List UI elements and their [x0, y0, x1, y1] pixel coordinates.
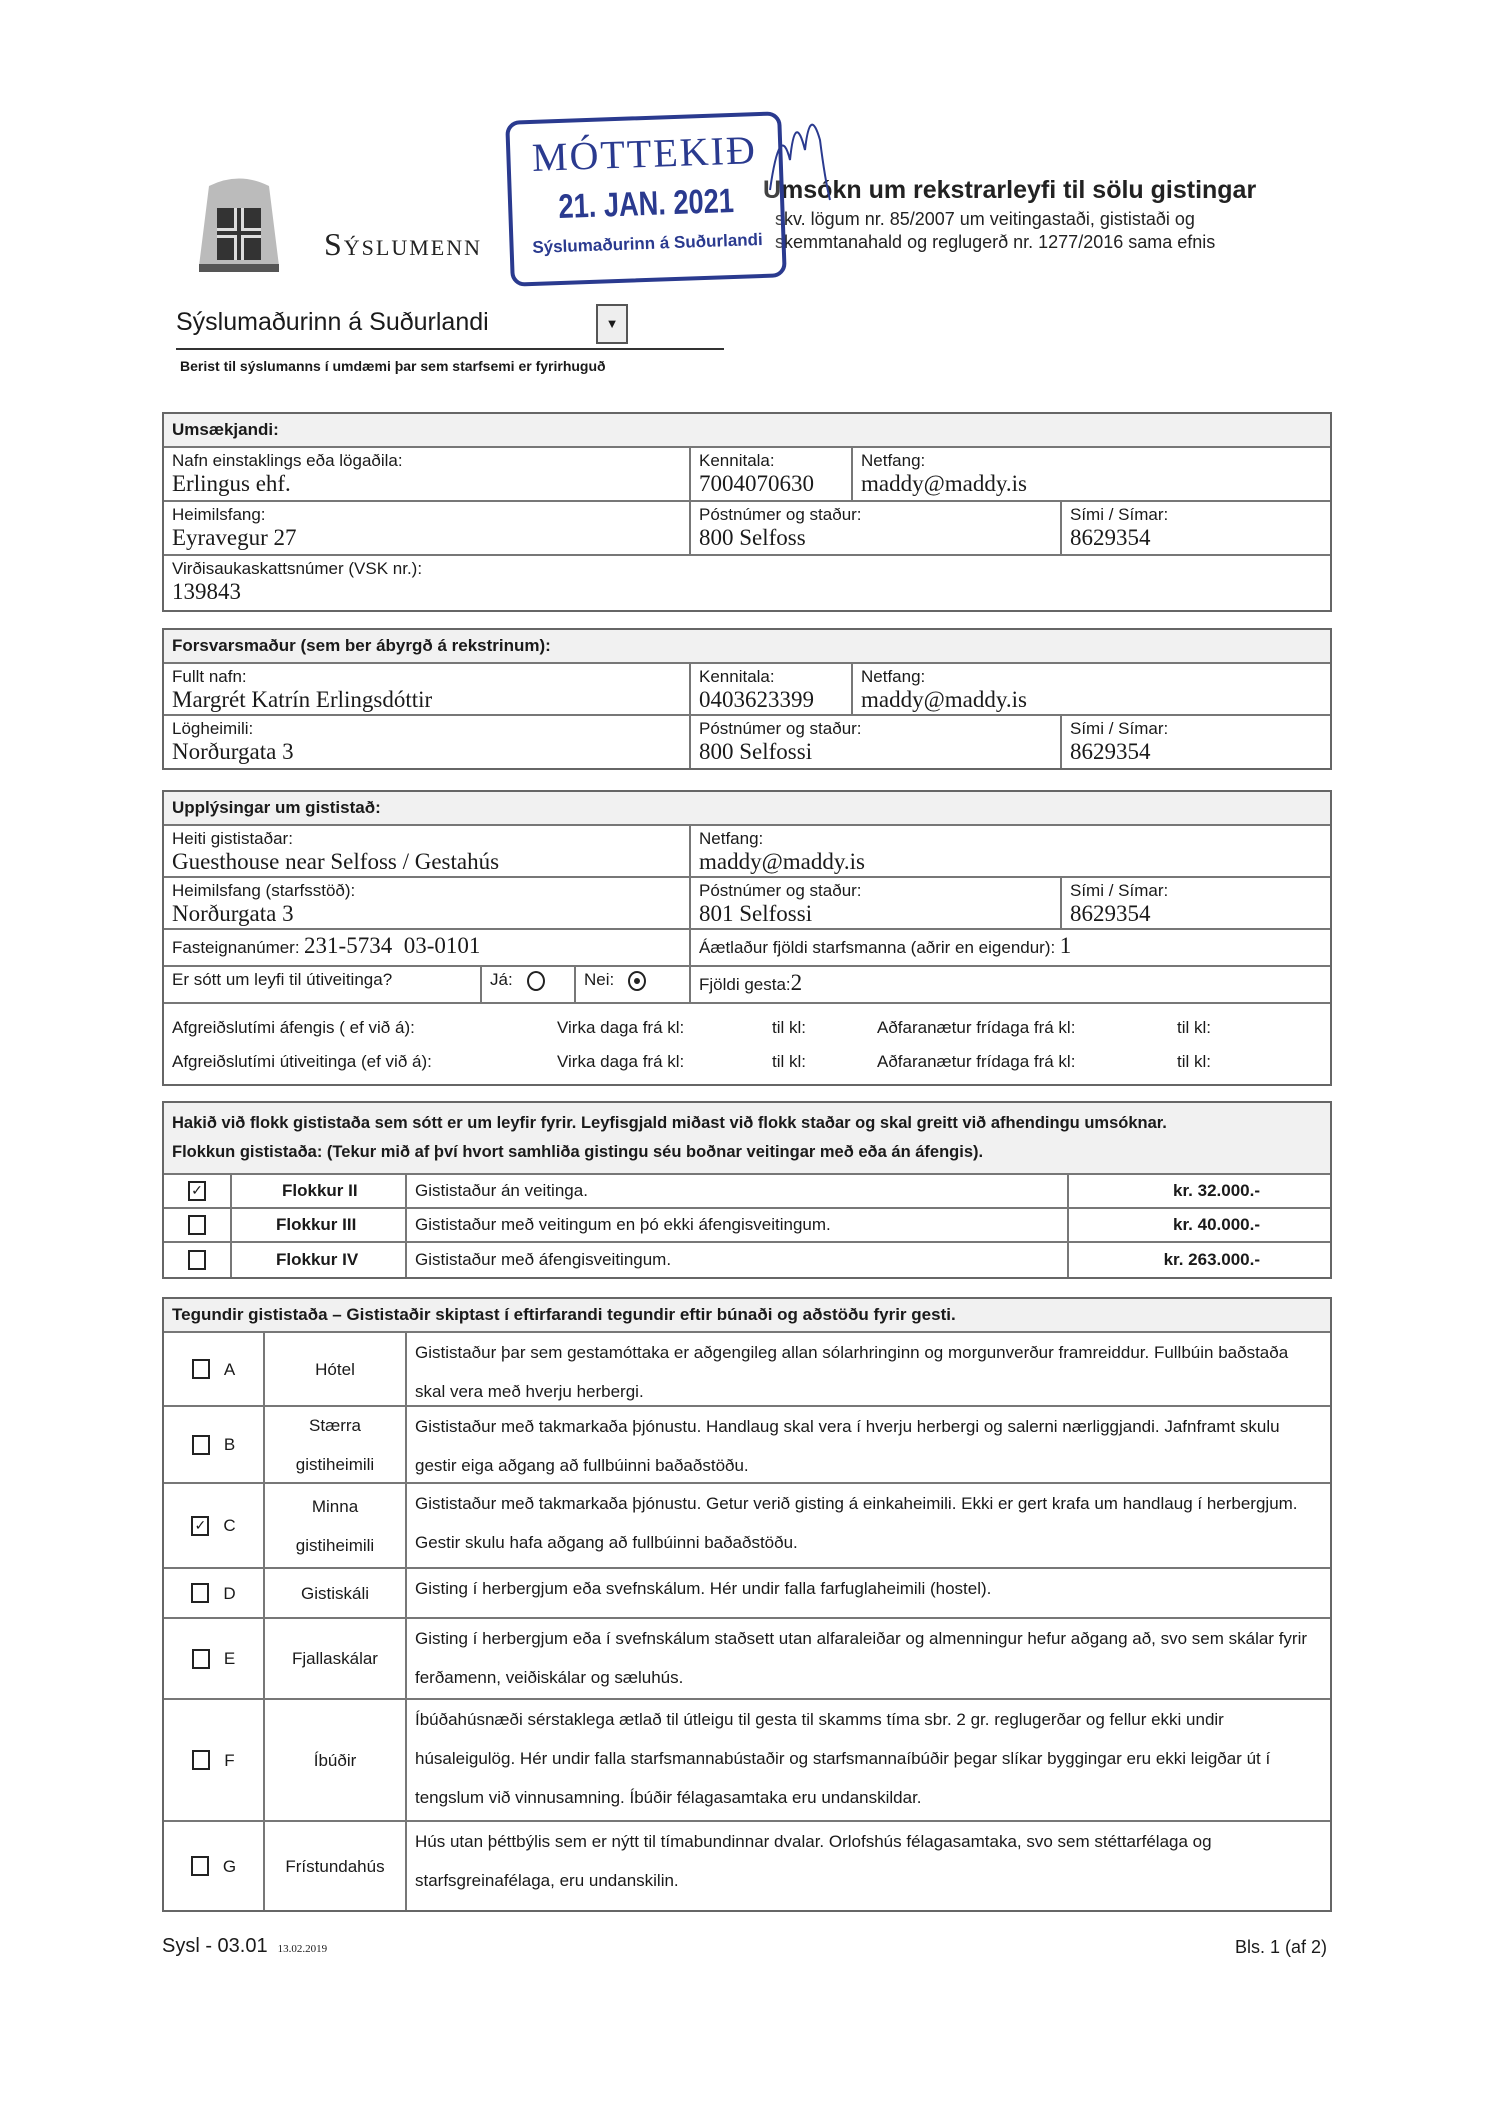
- outdoor-yes-option[interactable]: [482, 967, 576, 1002]
- rep-kt-field[interactable]: [691, 664, 853, 714]
- category-price: kr. 32.000.-: [1173, 1181, 1260, 1200]
- type-option[interactable]: [164, 1619, 265, 1698]
- type-letter: C: [223, 1516, 236, 1535]
- field-label: Netfang:: [699, 829, 764, 848]
- weekday-to[interactable]: til kl:: [772, 1018, 806, 1037]
- field-label: Póstnúmer og staður:: [699, 505, 862, 524]
- heading-line: Flokkun gististaða: (Tekur mið af því hvort samhliða gistingu séu boðnar veitingar með eða án áfengis).: [172, 1143, 984, 1161]
- hours-label: Afgreiðslutími áfengis ( ef við á):: [172, 1018, 415, 1037]
- section-heading: Forsvarsmaður (sem ber ábyrgð á rekstrinum):: [164, 630, 1330, 664]
- hours-row: [164, 1038, 1330, 1072]
- representative-section: [162, 628, 1332, 770]
- category-name: Flokkur IV: [232, 1243, 407, 1277]
- field-label: Sími / Símar:: [1070, 719, 1169, 738]
- field-label: Heimilsfang:: [172, 505, 266, 524]
- category-desc: Gististaður án veitinga.: [407, 1175, 1069, 1207]
- field-value: 8629354: [1070, 525, 1151, 550]
- field-label: Áætlaður fjöldi starfsmanna (aðrir en eigendur):: [699, 938, 1056, 957]
- category-row: [164, 1209, 1330, 1243]
- category-row: [164, 1175, 1330, 1209]
- field-label: Sími / Símar:: [1070, 881, 1169, 900]
- applicant-name-field[interactable]: [164, 448, 691, 500]
- category-checkbox[interactable]: [164, 1243, 232, 1277]
- type-option[interactable]: [164, 1333, 265, 1405]
- type-name: Íbúðir: [265, 1700, 407, 1820]
- radio-no[interactable]: [628, 971, 646, 991]
- applicant-address-field[interactable]: [164, 502, 691, 554]
- field-label: Sími / Símar:: [1070, 505, 1169, 524]
- weekday-from[interactable]: Virka daga frá kl:: [557, 1018, 685, 1037]
- field-label: Póstnúmer og staður:: [699, 881, 862, 900]
- field-label: Fullt nafn:: [172, 667, 247, 686]
- field-value: maddy@maddy.is: [699, 849, 865, 874]
- section-heading: Umsækjandi:: [164, 414, 1330, 448]
- checkbox-icon[interactable]: [191, 1856, 209, 1876]
- checkbox-icon[interactable]: [192, 1750, 210, 1770]
- type-desc: Gististaður þar sem gestamóttaka er aðgengileg allan sólarhringinn og morgunverður framreiddur. Fullbúin baðstaða skal vera með hverju herbergi.: [415, 1343, 1289, 1401]
- lodging-postal-field[interactable]: [691, 878, 1062, 928]
- section-heading: [164, 1103, 1330, 1175]
- category-desc: Gististaður með veitingum en þó ekki áfengisveitingum.: [407, 1209, 1069, 1241]
- field-value: Norðurgata 3: [172, 901, 294, 926]
- applicant-postal-field[interactable]: [691, 502, 1062, 554]
- category-row: [164, 1243, 1330, 1277]
- type-row: [164, 1569, 1330, 1619]
- dropdown-arrow-icon[interactable]: ▼: [596, 304, 628, 344]
- stamp-date: 21. JAN. 2021: [557, 181, 735, 227]
- rep-phone-field[interactable]: [1062, 716, 1330, 768]
- type-option[interactable]: [164, 1484, 265, 1567]
- applicant-email-field[interactable]: [853, 448, 1330, 500]
- form-id: [162, 1935, 327, 1958]
- stamp-text: MÓTTEKIÐ: [531, 127, 758, 180]
- lodging-email-field[interactable]: [691, 826, 1330, 876]
- holiday-to[interactable]: til kl:: [1177, 1018, 1211, 1037]
- hours-row: [164, 1004, 1330, 1038]
- type-desc: Gististaður með takmarkaða þjónustu. Getur verið gisting á einkaheimili. Ekki er gert krafa um handlaug í herbergjum. Gestir skulu hafa aðgang að fullbúinni baðaðstöðu.: [415, 1494, 1298, 1552]
- radio-yes[interactable]: [527, 971, 545, 991]
- field-label: Nafn einstaklings eða lögaðila:: [172, 451, 403, 470]
- field-value: 800 Selfossi: [699, 739, 813, 764]
- section-heading: Upplýsingar um gististað:: [164, 792, 1330, 826]
- field-value: 8629354: [1070, 901, 1151, 926]
- type-name: Minna gistiheimili: [265, 1484, 407, 1567]
- checkbox-icon[interactable]: [188, 1215, 206, 1235]
- rep-address-field[interactable]: [164, 716, 691, 768]
- lodging-phone-field[interactable]: [1062, 878, 1330, 928]
- lodging-name-field[interactable]: [164, 826, 691, 876]
- type-letter: F: [224, 1750, 235, 1770]
- field-value: 800 Selfoss: [699, 525, 806, 550]
- field-label: Netfang:: [861, 451, 926, 470]
- weekday-from[interactable]: Virka daga frá kl:: [557, 1052, 685, 1071]
- field-value: Guesthouse near Selfoss / Gestahús: [172, 849, 500, 874]
- field-value: 8629354: [1070, 739, 1151, 764]
- field-label: Já:: [490, 970, 513, 989]
- office-select-value[interactable]: Sýslumaðurinn á Suðurlandi: [176, 308, 489, 336]
- outdoor-no-option[interactable]: [576, 967, 691, 1002]
- field-value: 231-5734 03-0101: [304, 933, 481, 958]
- form-code: Sysl - 03.01: [162, 1935, 268, 1957]
- checkbox-icon[interactable]: [192, 1359, 210, 1379]
- lodging-address-field[interactable]: [164, 878, 691, 928]
- type-letter: E: [223, 1649, 236, 1668]
- category-section: [162, 1101, 1332, 1279]
- field-label: Póstnúmer og staður:: [699, 719, 862, 738]
- field-label: Fasteignanúmer:: [172, 938, 300, 957]
- received-stamp: [505, 111, 787, 287]
- field-label: Netfang:: [861, 667, 926, 686]
- field-value: 2: [790, 970, 803, 995]
- holiday-from[interactable]: Aðfaranætur frídaga frá kl:: [877, 1052, 1076, 1071]
- rep-email-field[interactable]: [853, 664, 1330, 714]
- field-label: Nei:: [584, 970, 615, 989]
- checkbox-icon[interactable]: [191, 1583, 209, 1603]
- field-value: 1: [1059, 933, 1072, 958]
- form-date: 13.02.2019: [277, 1943, 328, 1955]
- holiday-from[interactable]: Aðfaranætur frídaga frá kl:: [877, 1018, 1076, 1037]
- form-subtitle: [775, 208, 1215, 254]
- category-price: kr. 263.000.-: [1163, 1250, 1260, 1269]
- type-option[interactable]: [164, 1700, 265, 1820]
- category-desc: Gististaður með áfengisveitingum.: [407, 1243, 1069, 1277]
- applicant-vat-field[interactable]: [164, 556, 1330, 610]
- type-option[interactable]: [164, 1569, 265, 1617]
- type-option[interactable]: [164, 1407, 265, 1482]
- field-value: maddy@maddy.is: [861, 687, 1027, 712]
- type-row: [164, 1822, 1330, 1910]
- lodging-section: [162, 790, 1332, 1086]
- heading-line: Hakið við flokk gististaða sem sótt er um leyfir fyrir. Leyfisgjald miðast við flokk staðar og skal greitt við afhendingu umsóknar.: [172, 1114, 1167, 1132]
- weekday-to[interactable]: til kl:: [772, 1052, 806, 1071]
- field-label: Fjöldi gesta:: [699, 975, 791, 994]
- type-row: [164, 1333, 1330, 1407]
- page-number: Bls. 1 (af 2): [1235, 1937, 1328, 1957]
- applicant-kt-field[interactable]: [691, 448, 853, 500]
- field-value: 7004070630: [699, 471, 814, 496]
- type-name: Gistiskáli: [265, 1569, 407, 1617]
- applicant-section: [162, 412, 1332, 612]
- field-label: Er sótt um leyfi til útiveitinga?: [172, 970, 393, 989]
- section-heading: Tegundir gististaða – Gististaðir skiptast í eftirfarandi tegundir eftir búnaði og aðstöðu fyrir gesti.: [164, 1299, 1330, 1333]
- holiday-to[interactable]: til kl:: [1177, 1052, 1211, 1071]
- brand-name: Sýslumenn: [324, 226, 483, 262]
- type-name: Stærra gistiheimili: [265, 1407, 407, 1482]
- field-label: Kennitala:: [699, 451, 775, 470]
- field-label: Lögheimili:: [172, 719, 254, 738]
- field-value: Erlingus ehf.: [172, 471, 291, 496]
- field-value: Norðurgata 3: [172, 739, 294, 764]
- field-value: 139843: [172, 579, 241, 604]
- category-price: kr. 40.000.-: [1173, 1215, 1260, 1234]
- type-desc: Íbúðahúsnæði sérstaklega ætlað til útleigu til gesta til skamms tíma sbr. 2 gr. reglugerðar og fellur ekki undir húsaleigulög. Hér undir falla starfsmannabústaðir og starfsmannaíbúðir þegar slíkar byggingar eru ekki leigðar út í tengslum við vinnusamning. Íbúðir félagasamtaka eru undanskildar.: [415, 1710, 1271, 1807]
- outdoor-question: [164, 967, 482, 1002]
- submission-note: Berist til sýslumanns í umdæmi þar sem starfsemi er fyrirhuguð: [180, 358, 606, 374]
- type-section: [162, 1297, 1332, 1912]
- field-value: Margrét Katrín Erlingsdóttir: [172, 687, 433, 712]
- field-label: Kennitala:: [699, 667, 775, 686]
- applicant-phone-field[interactable]: [1062, 502, 1330, 554]
- signature-initials: [760, 100, 840, 210]
- field-label: Virðisaukaskattsnúmer (VSK nr.):: [172, 559, 423, 578]
- type-desc: Gisting í herbergjum eða svefnskálum. Hér undir falla farfuglaheimili (hostel).: [415, 1579, 992, 1598]
- form-title: Umsókn um rekstrarleyfi til sölu gistingar: [763, 176, 1257, 204]
- type-name: Frístundahús: [265, 1822, 407, 1910]
- type-name: Hótel: [265, 1333, 407, 1405]
- field-label: Heimilsfang (starfsstöð):: [172, 881, 356, 900]
- type-name: Fjallaskálar: [265, 1619, 407, 1698]
- checkbox-icon[interactable]: [192, 1649, 210, 1669]
- type-row: [164, 1484, 1330, 1569]
- category-name: Flokkur II: [232, 1175, 407, 1207]
- type-option[interactable]: [164, 1822, 265, 1910]
- field-value: Eyravegur 27: [172, 525, 297, 550]
- type-row: [164, 1407, 1330, 1484]
- staff-count-field[interactable]: [691, 930, 1330, 965]
- field-value: maddy@maddy.is: [861, 471, 1027, 496]
- category-checkbox[interactable]: [164, 1209, 232, 1241]
- checkbox-icon[interactable]: ✓: [191, 1516, 209, 1536]
- type-letter: G: [222, 1856, 237, 1876]
- subtitle-line: skemmtanahald og reglugerð nr. 1277/2016 sama efnis: [775, 232, 1216, 252]
- type-row: [164, 1700, 1330, 1822]
- divider: [176, 348, 724, 350]
- checkbox-icon[interactable]: [188, 1250, 206, 1270]
- rep-name-field[interactable]: [164, 664, 691, 714]
- type-desc: Gisting í herbergjum eða í svefnskálum staðsett utan alfaraleiðar og almenningur hefur aðgang að, svo sem skálar fyrir ferðamenn, veiðiskálar og sæluhús.: [415, 1629, 1308, 1687]
- type-letter: A: [223, 1359, 236, 1379]
- hours-label: Afgreiðslutími útiveitinga (ef við á):: [172, 1052, 432, 1071]
- guest-count-field[interactable]: [691, 967, 1330, 1002]
- checkbox-icon[interactable]: [192, 1435, 210, 1455]
- field-value: 0403623399: [699, 687, 814, 712]
- category-checkbox[interactable]: [164, 1175, 232, 1207]
- rep-postal-field[interactable]: [691, 716, 1062, 768]
- opening-hours: [164, 1004, 1330, 1084]
- subtitle-line: skv. lögum nr. 85/2007 um veitingastaði, gististaði og: [775, 209, 1195, 229]
- category-name: Flokkur III: [232, 1209, 407, 1241]
- type-letter: B: [223, 1435, 236, 1454]
- checkbox-icon[interactable]: ✓: [188, 1181, 206, 1201]
- coat-of-arms-logo: [189, 176, 289, 276]
- type-letter: D: [223, 1583, 236, 1603]
- type-desc: Hús utan þéttbýlis sem er nýtt til tímabundinnar dvalar. Orlofshús félagasamtaka, svo sem stéttarfélaga og starfsgreinafélaga, eru undanskilin.: [415, 1832, 1212, 1890]
- type-desc: Gististaður með takmarkaða þjónustu. Handlaug skal vera í hverju herbergi og salerni nærliggjandi. Jafnframt skulu gestir eiga aðgang að fullbúinni baðaðstöðu.: [415, 1417, 1280, 1475]
- property-number-field[interactable]: [164, 930, 691, 965]
- type-row: [164, 1619, 1330, 1700]
- field-value: 801 Selfossi: [699, 901, 813, 926]
- field-label: Heiti gististaðar:: [172, 829, 293, 848]
- stamp-office: Sýslumaðurinn á Suðurlandi: [532, 229, 764, 257]
